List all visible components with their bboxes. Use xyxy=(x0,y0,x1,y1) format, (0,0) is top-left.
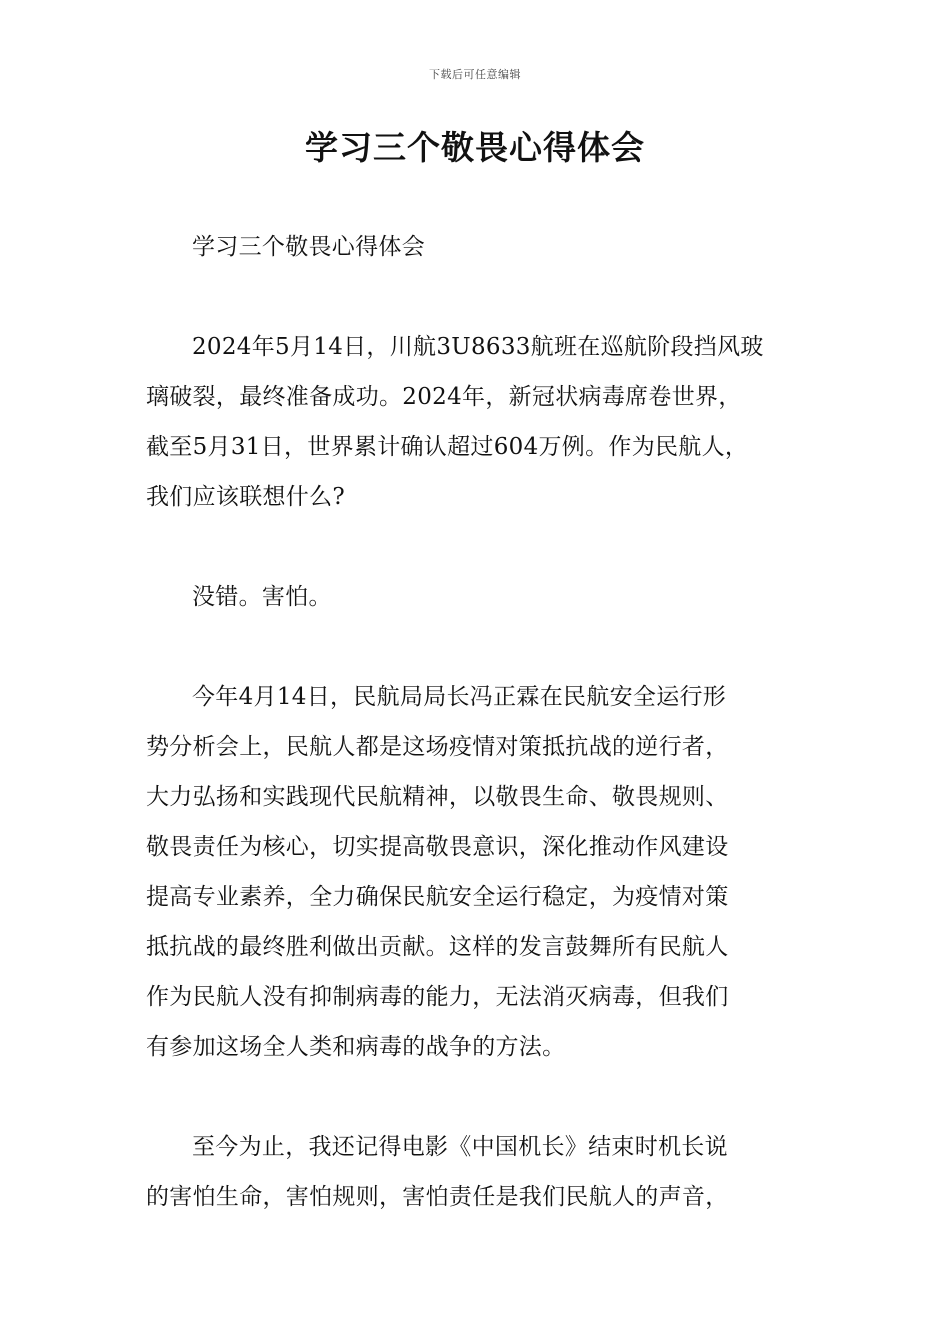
document-title: 学习三个敬畏心得体会 xyxy=(305,128,645,167)
paragraph-speech xyxy=(146,672,814,1072)
paragraph-line: 至今为止，我还记得电影《中国机长》结束时机长说 xyxy=(192,1134,728,1160)
paragraph-line: 提高专业素养，全力确保民航安全运行稳定，为疫情对策 xyxy=(146,884,729,910)
paragraph-line: 我们应该联想什么? xyxy=(146,484,346,510)
paragraph-line: 截至5月31日，世界累计确认超过604万例。作为民航人， xyxy=(146,434,749,460)
paragraph-line: 学习三个敬畏心得体会 xyxy=(192,234,425,260)
paragraph-line: 大力弘扬和实践现代民航精神，以敬畏生命、敬畏规则、 xyxy=(146,784,729,810)
paragraph-line: 作为民航人没有抑制病毒的能力，无法消灭病毒，但我们 xyxy=(146,984,729,1010)
document-body xyxy=(146,222,814,1272)
paragraph-fear xyxy=(146,572,814,622)
paragraph-line: 的害怕生命，害怕规则，害怕责任是我们民航人的声音， xyxy=(146,1184,729,1210)
paragraph-movie xyxy=(146,1122,814,1222)
header-note: 下载后可任意编辑 xyxy=(429,68,521,81)
paragraph-line: 抵抗战的最终胜利做出贡献。这样的发言鼓舞所有民航人 xyxy=(146,934,729,960)
paragraph-line: 2024年5月14日，川航3U8633航班在巡航阶段挡风玻 xyxy=(192,334,764,360)
paragraph-line: 没错。害怕。 xyxy=(192,584,332,610)
paragraph-line: 势分析会上，民航人都是这场疫情对策抵抗战的逆行者， xyxy=(146,734,729,760)
paragraph-subtitle xyxy=(146,222,814,272)
paragraph-line: 有参加这场全人类和病毒的战争的方法。 xyxy=(146,1034,566,1060)
paragraph-line: 璃破裂，最终准备成功。2024年，新冠状病毒席卷世界， xyxy=(146,384,742,410)
paragraph-line: 今年4月14日，民航局局长冯正霖在民航安全运行形 xyxy=(192,684,727,710)
paragraph-flight-incident xyxy=(146,322,814,522)
paragraph-line: 敬畏责任为核心，切实提高敬畏意识，深化推动作风建设 xyxy=(146,834,729,860)
